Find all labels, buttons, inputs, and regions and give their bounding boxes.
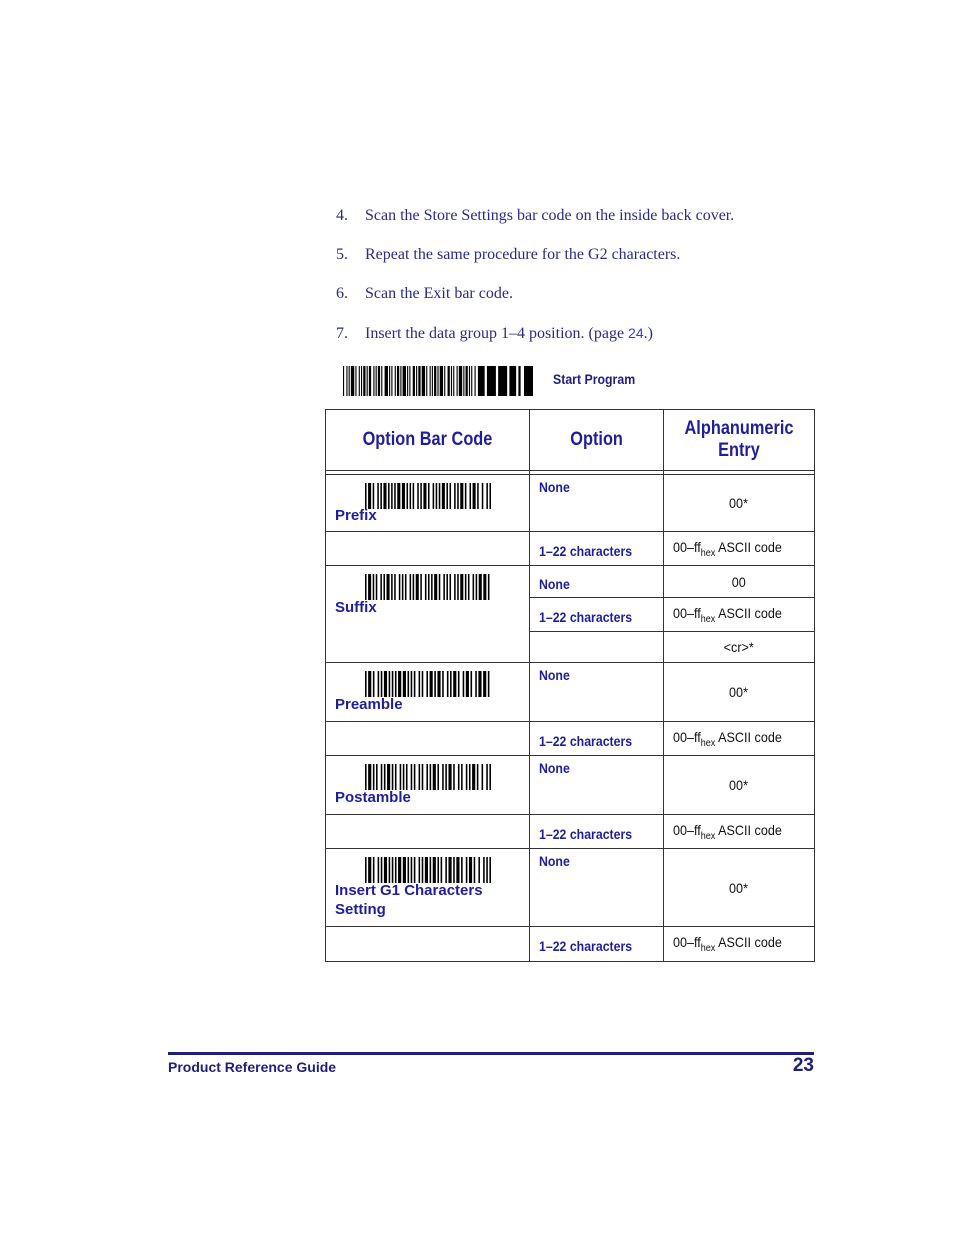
table-row (326, 849, 815, 927)
page-number: 23 (792, 1055, 814, 1076)
table-row (326, 756, 815, 815)
prefix-label: Prefix (335, 507, 377, 524)
preamble-label: Preamble (335, 696, 403, 713)
suffix-cell (326, 566, 530, 663)
g1-label: Insert G1 Characters Setting (335, 882, 483, 918)
footer-title: Product Reference Guide (168, 1059, 337, 1075)
postamble-label: Postamble (335, 789, 411, 806)
table-row (326, 566, 815, 598)
option-cell: None (530, 566, 664, 598)
value-cell: <cr>* (664, 632, 815, 663)
instruction-steps (336, 204, 856, 360)
option-cell: None (530, 475, 664, 532)
value-cell: $00-ff_{hex}$ ASCII code (664, 598, 815, 632)
step-7: 7. Insert the data group 1–4 position. (page 24.) (336, 325, 653, 342)
start-program-barcode (343, 366, 533, 396)
value-cell: 00* (664, 756, 815, 815)
option-cell: None (530, 663, 664, 722)
postamble-cell (326, 756, 530, 815)
suffix-label: Suffix (335, 599, 377, 616)
step-6: 6. Scan the Exit bar code. (336, 285, 513, 302)
page-link[interactable]: 24 (628, 325, 644, 341)
option-cell: None (530, 756, 664, 815)
value-cell: 00* (664, 663, 815, 722)
step-4: 4. Scan the Store Settings bar code on the inside back cover. (336, 207, 735, 224)
value-cell: 00* (664, 849, 815, 927)
postamble-barcode (365, 764, 491, 790)
value-cell: 00* (664, 475, 815, 532)
table-row (326, 815, 815, 849)
value-cell: $00-ff_{hex}$ ASCII code (664, 532, 815, 566)
table-row (326, 663, 815, 722)
header-row (326, 410, 815, 471)
value-cell: $00-ff_{hex}$ ASCII code (664, 722, 815, 756)
option-cell: None (530, 849, 664, 927)
option-cell: 1–22 characters (530, 815, 664, 849)
option-cell: 1–22 characters (530, 598, 664, 632)
g1-barcode (365, 857, 491, 883)
option-cell: 1–22 characters (530, 722, 664, 756)
options-table (325, 409, 815, 962)
header-option: Option (530, 410, 664, 471)
header-option-bar-code: Option Bar Code (326, 410, 530, 471)
table-row (326, 722, 815, 756)
g1-cell (326, 849, 530, 927)
preamble-barcode (365, 671, 491, 697)
option-cell: 1–22 characters (530, 532, 664, 566)
step-5: 5. Repeat the same procedure for the G2 characters. (336, 246, 681, 263)
footer-rule (168, 1052, 814, 1055)
prefix-cell (326, 475, 530, 532)
table-row (326, 927, 815, 962)
table-row (326, 475, 815, 532)
value-cell: 00 (664, 566, 815, 598)
option-cell: 1–22 characters (530, 927, 664, 962)
prefix-barcode (365, 483, 491, 509)
value-cell: $00-ff_{hex}$ ASCII code (664, 815, 815, 849)
value-cell: $00-ff_{hex}$ ASCII code (664, 927, 815, 962)
table-row (326, 532, 815, 566)
suffix-barcode (365, 574, 491, 600)
start-program-label: Start Program (553, 371, 636, 387)
preamble-cell (326, 663, 530, 722)
header-alphanumeric-entry: Alphanumeric Entry (664, 410, 815, 471)
